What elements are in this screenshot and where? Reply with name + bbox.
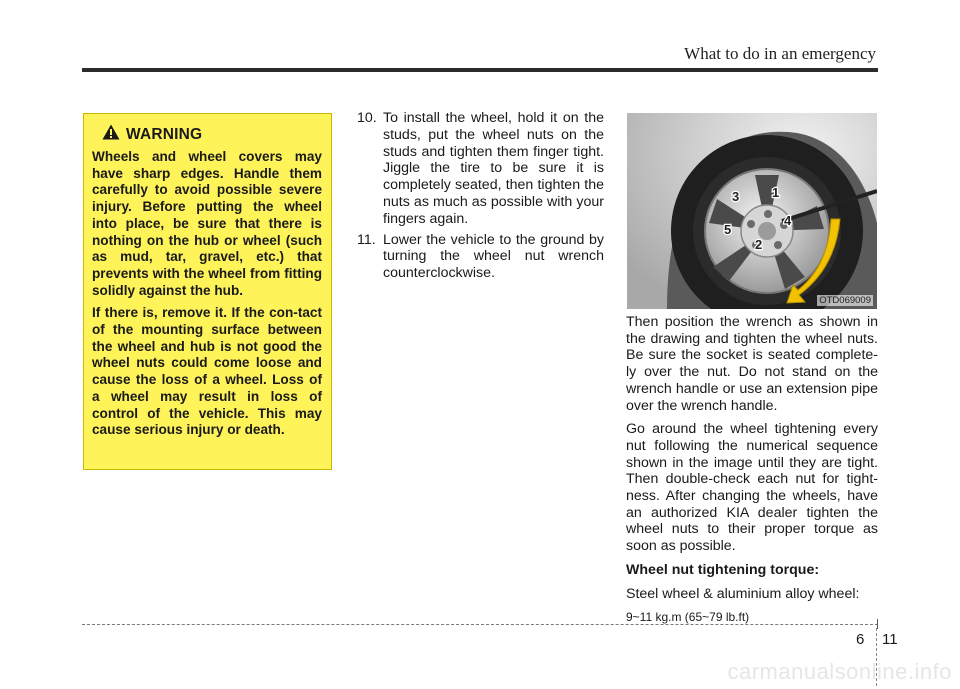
header-rule <box>82 68 878 72</box>
nut-label-4: 4 <box>784 213 792 228</box>
chapter-number: 6 <box>856 631 865 648</box>
step-11 <box>357 232 604 282</box>
nut-label-1: 1 <box>772 185 780 200</box>
step-text: To install the wheel, hold it on the studs, put the wheel nuts on the studs and tighten them finger tight. Jiggle the tire to be sure it is completely seated, then tighten the nuts as much as possible with your fingers again. <box>383 110 604 227</box>
wheel-illustration <box>627 113 877 309</box>
instructions-column <box>626 314 878 633</box>
nut-label-2: 2 <box>755 237 763 252</box>
figure-caption: OTD069009 <box>819 295 871 306</box>
nut-label-5: 5 <box>724 222 732 237</box>
step-10 <box>357 110 604 228</box>
torque-value: 9~11 kg.m (65~79 lb.ft) <box>626 610 750 625</box>
footer-tick <box>877 619 878 629</box>
warning-paragraph-2: If there is, remove it. If the con-tact of the mounting surface between the wheel and hub is not good the wheel nuts could come loose and cause the loss of a wheel. Loss of a wheel may result in loss of control of the vehicle. This may cause serious injury or death. <box>92 305 322 438</box>
watermark: carmanualsonline.info <box>727 659 952 684</box>
warning-header <box>92 124 322 145</box>
page-number: 11 <box>882 631 898 648</box>
warning-paragraph-1: Wheels and wheel covers may have sharp edges. Handle them carefully to avoid possible severe injury. Before putting the wheel into place, be sure that there is nothing on the hub or wheel (such as mud, tar, gravel, etc.) that prevents with the wheel from fitting solidly against the hub. <box>92 149 322 298</box>
section-title: What to do in an emergency <box>684 44 876 63</box>
nut-label-3: 3 <box>732 189 740 204</box>
wheel-photo <box>627 113 877 309</box>
step-number: 10. <box>357 110 377 126</box>
warning-box <box>83 113 332 470</box>
step-number: 11. <box>357 231 376 248</box>
body-paragraph-1: Then position the wrench as shown in the drawing and tighten the wheel nuts. Be sure the socket is seated complete-ly over the nut. Do not stand on the wrench handle or use an extension pipe over the wrench handle. <box>626 314 878 414</box>
torque-heading: Wheel nut tightening torque: <box>626 561 820 578</box>
steps-column <box>357 110 604 286</box>
footer-rule <box>82 624 878 625</box>
warning-triangle-icon <box>102 124 120 145</box>
torque-line: Steel wheel & aluminium alloy wheel: <box>626 585 860 602</box>
warning-title: WARNING <box>126 125 203 143</box>
body-paragraph-2: Go around the wheel tightening every nut following the numerical sequence shown in the image until they are tight. Then double-check each nut for tight-ness. After changing the wheels, have an authorized KIA dealer tighten the wheel nuts to their proper torque as soon as possible. <box>626 421 878 555</box>
step-text: Lower the vehicle to the ground by turning the wheel nut wrench counterclockwise. <box>383 231 604 282</box>
